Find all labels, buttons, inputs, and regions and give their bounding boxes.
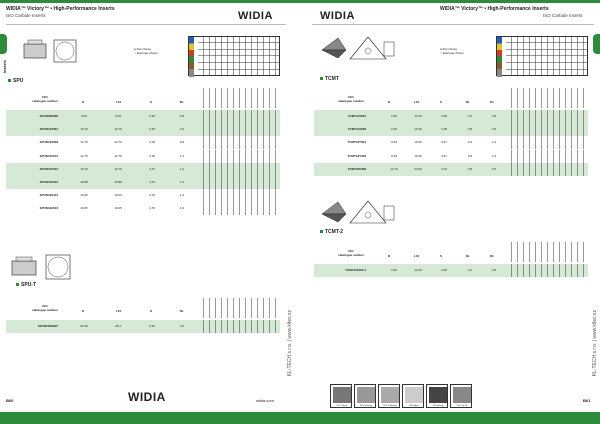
catalog-number: TCMT16T308 [347, 153, 366, 158]
value-D: 12,70 [80, 127, 88, 132]
value-D1: 2,8 [491, 127, 497, 132]
value-D1: 5,5 [491, 166, 497, 171]
value-S: 4,76 [149, 180, 155, 184]
left-page-number: B60 [6, 398, 14, 403]
section-tcmt2-heading: TCMT-2 [320, 229, 343, 235]
value-L10: 19,05 [114, 193, 122, 198]
value-Rg: 1,2 [179, 153, 185, 158]
value-Rg: 1,2 [179, 193, 185, 198]
table-row [6, 163, 280, 176]
left-footer-brand: WIDIA [128, 390, 166, 404]
value-D: 6,35 [391, 268, 397, 272]
side-tab-label: Inserts [2, 60, 7, 74]
r2-grade-headers [506, 242, 588, 262]
sput-col-S: S [150, 309, 153, 313]
value-L10: 22,00 [414, 166, 422, 171]
sput-col-Rg: Rε [180, 309, 184, 313]
value-S: 3,97 [441, 153, 447, 158]
catalog-number: SPUN120308 [39, 140, 58, 145]
section-tcmt-heading: TCMT [320, 76, 339, 82]
value-D: 6,35 [391, 114, 397, 118]
catalog-number: TCMT110208 [347, 127, 366, 132]
value-Rg: 1,6 [179, 206, 185, 211]
tcmt-insert-drawing [318, 34, 398, 64]
value-L10: 11,00 [414, 268, 422, 272]
tcmt2-insert-drawing [318, 198, 398, 228]
grade-availability-cells [198, 150, 280, 163]
r-col-L10: L10 [414, 100, 420, 104]
section-spu-heading: SPU [8, 78, 23, 84]
right-material-strip [497, 37, 502, 77]
left-matrix-grid [198, 36, 280, 76]
catalog-number: SPUN190616 [39, 206, 58, 211]
left-header-rule [6, 24, 286, 25]
application-icon-image [405, 387, 423, 403]
r2-col-D1: D1 [490, 254, 494, 258]
catalog-number: SPUN120312 [39, 153, 58, 158]
application-icon-label: ISO-Grooving [359, 405, 373, 407]
table-row [314, 264, 588, 277]
grade-availability-cells [198, 202, 280, 215]
application-icon-image [357, 387, 375, 403]
application-icon-label: ISO-Boring [433, 405, 443, 407]
left-subtitle: ISO Carbide Inserts [6, 13, 46, 18]
value-S: 2,38 [441, 268, 447, 272]
value-D: 25,40 [80, 324, 88, 328]
value-D: 19,05 [80, 206, 88, 211]
value-D1: 2,8 [491, 268, 497, 272]
table-row [314, 163, 588, 176]
application-icon-image [429, 387, 447, 403]
grade-availability-cells [198, 136, 280, 149]
right-matrix-grid [506, 36, 588, 76]
application-icon[interactable] [402, 384, 424, 408]
right-legend: ● first choice ○ alternate choice [440, 47, 464, 55]
grade-availability-cells [198, 123, 280, 136]
table-row [6, 110, 280, 123]
application-icon-label: ISO-Cut Off [456, 405, 468, 407]
value-D1: 4,4 [491, 140, 497, 145]
top-green-bar [0, 0, 600, 3]
value-D: 15,88 [80, 180, 88, 184]
value-D: 6,35 [391, 127, 397, 132]
value-S: 4,76 [149, 166, 155, 171]
left-brand-logo: WIDIA [238, 10, 273, 22]
value-L10: 16,50 [414, 153, 422, 158]
r2-col-Rg: Rε [466, 254, 470, 258]
r2-col-L10: L10 [414, 254, 420, 258]
section-sput-heading: SPU-T [16, 282, 36, 288]
col-Rg-header: Rε [180, 100, 184, 104]
value-D: 12,70 [80, 140, 88, 145]
value-L10: 19,05 [114, 206, 122, 211]
right-cat-header: ISO catalogue number [338, 95, 364, 103]
r-col-S: S [440, 100, 443, 104]
table-row [6, 189, 280, 202]
value-Rg: 0,4 [179, 127, 185, 132]
value-L10: 16,50 [414, 140, 422, 145]
catalog-number: TCMT110204 [347, 114, 366, 118]
sput-cat-header: ISO catalogue number [32, 304, 58, 312]
right-subtitle: ISO Carbide Inserts [543, 13, 583, 18]
r2-col-D: D [388, 254, 391, 258]
right-brand-logo: WIDIA [320, 10, 355, 22]
value-S: 3,18 [149, 127, 155, 132]
left-grade-headers [198, 88, 280, 108]
value-D1: 4,4 [491, 153, 497, 158]
value-D: 12,70 [390, 166, 398, 171]
r2-cat-header: ISO catalogue number [338, 249, 364, 257]
grade-availability-cells [506, 110, 588, 123]
table-row [6, 136, 280, 149]
value-Rg: 1,2 [179, 166, 185, 171]
value-S: 4,76 [149, 193, 155, 198]
value-D: 12,70 [80, 166, 88, 171]
value-D: 12,70 [80, 153, 88, 158]
spu-insert-drawing [22, 36, 82, 66]
grade-availability-cells [198, 176, 280, 189]
right-title: WIDIA™ Victory™ • High-Performance Inserts [440, 6, 549, 12]
sput-insert-drawing [10, 253, 80, 283]
value-Rg: 0,8 [179, 140, 185, 145]
value-D: 9,53 [81, 114, 87, 118]
r-col-D1: D1 [490, 100, 494, 104]
application-icon[interactable] [450, 384, 472, 408]
grade-availability-cells [506, 264, 588, 277]
value-L10: 12,70 [114, 127, 122, 132]
value-D1: 2,8 [491, 114, 497, 118]
value-L10: 9,53 [115, 114, 121, 118]
sput-col-D: D [82, 309, 85, 313]
application-icon[interactable] [330, 384, 352, 408]
value-Rg: 0,8 [467, 153, 473, 158]
right-vertical-text: KL-TECH s.r.o. | www.kltec.cz [592, 310, 598, 377]
table-row [6, 123, 280, 136]
col-D-header: D [82, 100, 85, 104]
table-row [6, 150, 280, 163]
value-S: 4,76 [441, 166, 447, 171]
r2-col-S: S [440, 254, 443, 258]
right-page-number: B61 [583, 398, 591, 403]
grade-availability-cells [198, 189, 280, 202]
value-D: 9,53 [391, 140, 397, 145]
table-row [6, 176, 280, 189]
sput-grade-headers [198, 298, 280, 318]
application-icon[interactable] [354, 384, 376, 408]
value-L10: 11,00 [414, 114, 422, 118]
catalog-number: TCMT110204-2 [345, 268, 366, 272]
r-col-D: D [388, 100, 391, 104]
application-icon[interactable] [378, 384, 400, 408]
value-Rg: 1,2 [179, 180, 185, 184]
grade-availability-cells [198, 110, 280, 123]
value-L10: 12,70 [114, 140, 122, 145]
catalog-number: SPUN150412 [39, 180, 58, 184]
catalog-number: SPUN090308 [39, 114, 58, 118]
value-Rg: 0,8 [467, 127, 473, 132]
application-icon-label: ISO-Turning [336, 405, 348, 407]
table-row [6, 320, 280, 333]
grade-availability-cells [506, 163, 588, 176]
col-L10-header: L10 [116, 100, 122, 104]
bottom-green-bar [0, 412, 600, 424]
left-title: WIDIA™ Victory™ • High-Performance Inserts [6, 6, 115, 12]
value-Rg: 0,8 [467, 166, 473, 171]
grade-availability-cells [198, 163, 280, 176]
value-S: 2,38 [441, 114, 447, 118]
application-icon-label: ISO-Milling [409, 405, 419, 407]
left-cat-header: ISO catalogue number [32, 95, 58, 103]
grade-availability-cells [506, 123, 588, 136]
application-icon-label: ISO-Threading [383, 405, 397, 407]
right-side-tab [593, 34, 600, 54]
grade-availability-cells [506, 150, 588, 163]
sput-col-L10: L10 [116, 309, 122, 313]
value-L10: 11,00 [414, 127, 422, 132]
left-footer-url: widia.com [256, 398, 274, 403]
value-Rg: 2,0 [179, 324, 185, 328]
value-S: 3,18 [149, 140, 155, 145]
left-legend: ● first choice ○ alternate choice [134, 47, 158, 55]
table-row [314, 110, 588, 123]
value-D: 19,05 [80, 193, 88, 198]
value-Rg: 0,8 [179, 114, 185, 118]
left-side-tab [0, 34, 7, 54]
value-Rg: 0,4 [467, 140, 473, 145]
catalog-number: SPUN250620T [37, 324, 58, 328]
col-S-header: S [150, 100, 153, 104]
right-grade-headers [506, 88, 588, 108]
value-S: 3,97 [441, 140, 447, 145]
value-Rg: 0,4 [467, 114, 473, 118]
value-L10: 12,70 [114, 166, 122, 171]
value-D: 9,53 [391, 153, 397, 158]
table-row [314, 123, 588, 136]
value-L10: 25,4 [115, 324, 121, 328]
material-color-strip [189, 37, 194, 77]
table-row [314, 136, 588, 149]
left-vertical-text: KL-TECH s.r.o. | www.kltec.cz [287, 310, 293, 377]
r-col-Rg: Rε [466, 100, 470, 104]
grade-availability-cells [506, 136, 588, 149]
catalog-number: SPUN190412 [39, 193, 58, 198]
catalog-number: TCMT220408 [347, 166, 366, 171]
right-header-rule [312, 24, 594, 25]
application-icon-image [453, 387, 471, 403]
value-S: 3,18 [149, 153, 155, 158]
table-row [6, 202, 280, 215]
value-S: 3,18 [149, 114, 155, 118]
value-S: 4,76 [149, 206, 155, 211]
value-L10: 12,70 [114, 153, 122, 158]
table-row [314, 150, 588, 163]
application-icon[interactable] [426, 384, 448, 408]
value-S: 2,38 [441, 127, 447, 132]
value-Rg: 0,4 [467, 268, 473, 272]
application-icon-image [333, 387, 351, 403]
grade-availability-cells [198, 320, 280, 333]
footer-icon-row [330, 384, 472, 408]
catalog-number: SPUN120304 [39, 127, 58, 132]
application-icon-image [381, 387, 399, 403]
catalog-number: SPUN120412 [39, 166, 58, 171]
catalog-number: TCMT16T304 [347, 140, 366, 145]
value-L10: 15,88 [114, 180, 122, 184]
value-S: 6,35 [149, 324, 155, 328]
